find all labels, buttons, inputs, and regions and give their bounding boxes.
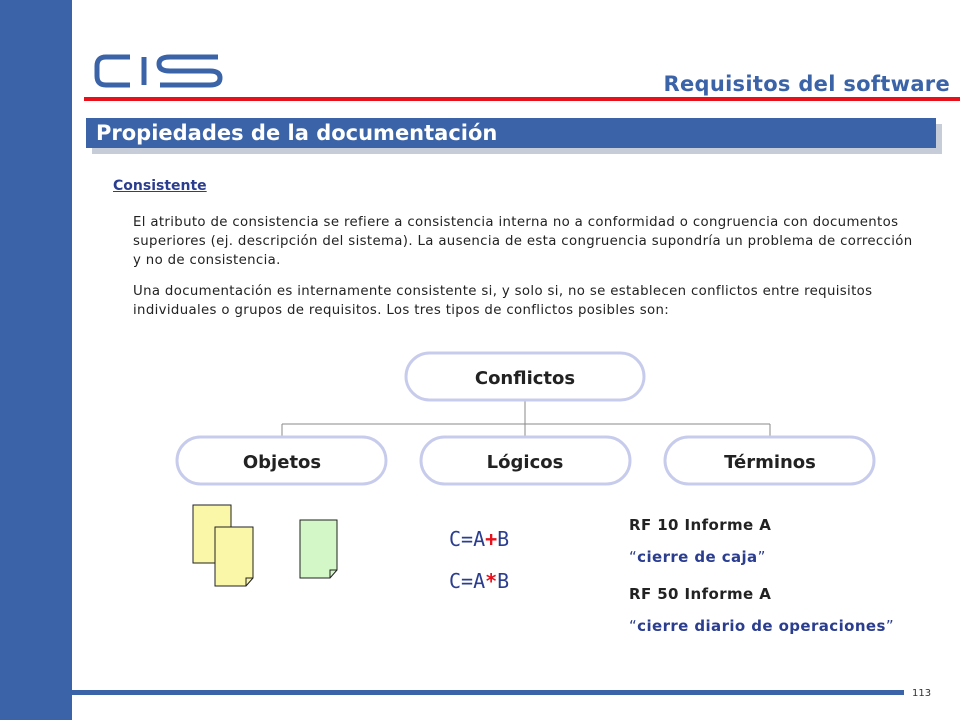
node-terminos bbox=[665, 437, 874, 484]
document-icon-yellow-front bbox=[215, 527, 253, 586]
formula-sum: C=A+B bbox=[449, 527, 510, 551]
topic-heading: Consistente bbox=[113, 178, 207, 194]
requirement-rf50-quote: “cierre diario de operaciones” bbox=[629, 617, 894, 635]
footer-divider bbox=[72, 690, 904, 695]
node-label-root: Conflictos bbox=[474, 368, 576, 389]
node-label-terminos: Términos bbox=[724, 452, 816, 473]
node-label-logicos: Lógicos bbox=[486, 452, 564, 473]
node-label-objetos: Objetos bbox=[242, 452, 322, 473]
requirement-rf10-quote: “cierre de caja” bbox=[629, 548, 766, 566]
node-objetos bbox=[177, 437, 386, 484]
requirement-rf10: RF 10 Informe A bbox=[629, 516, 772, 534]
document-icon-green bbox=[300, 520, 337, 578]
paragraph-conflicts: Una documentación es internamente consistente si, y solo si, no se establecen conflictos entre requisitos individuales o grupos de requisitos. Los tres tipos de conflictos posibles son: bbox=[133, 284, 873, 318]
paragraph-definition: El atributo de consistencia se refiere a consistencia interna no a conformidad o congruencia con documentos superiores (ej. descripción del sistema). La ausencia de esta congruencia supondría un problema de corrección y no de consistencia. bbox=[133, 215, 913, 268]
node-logicos bbox=[421, 437, 630, 484]
section-title: Requisitos del software bbox=[663, 72, 950, 96]
slide-title-banner: Propiedades de la documentación bbox=[86, 118, 936, 148]
formula-product: C=A*B bbox=[449, 569, 510, 593]
tree-connectors bbox=[282, 400, 770, 436]
page-number: 113 bbox=[912, 688, 932, 699]
requirement-rf50: RF 50 Informe A bbox=[629, 585, 772, 603]
node-conflictos bbox=[406, 353, 644, 400]
